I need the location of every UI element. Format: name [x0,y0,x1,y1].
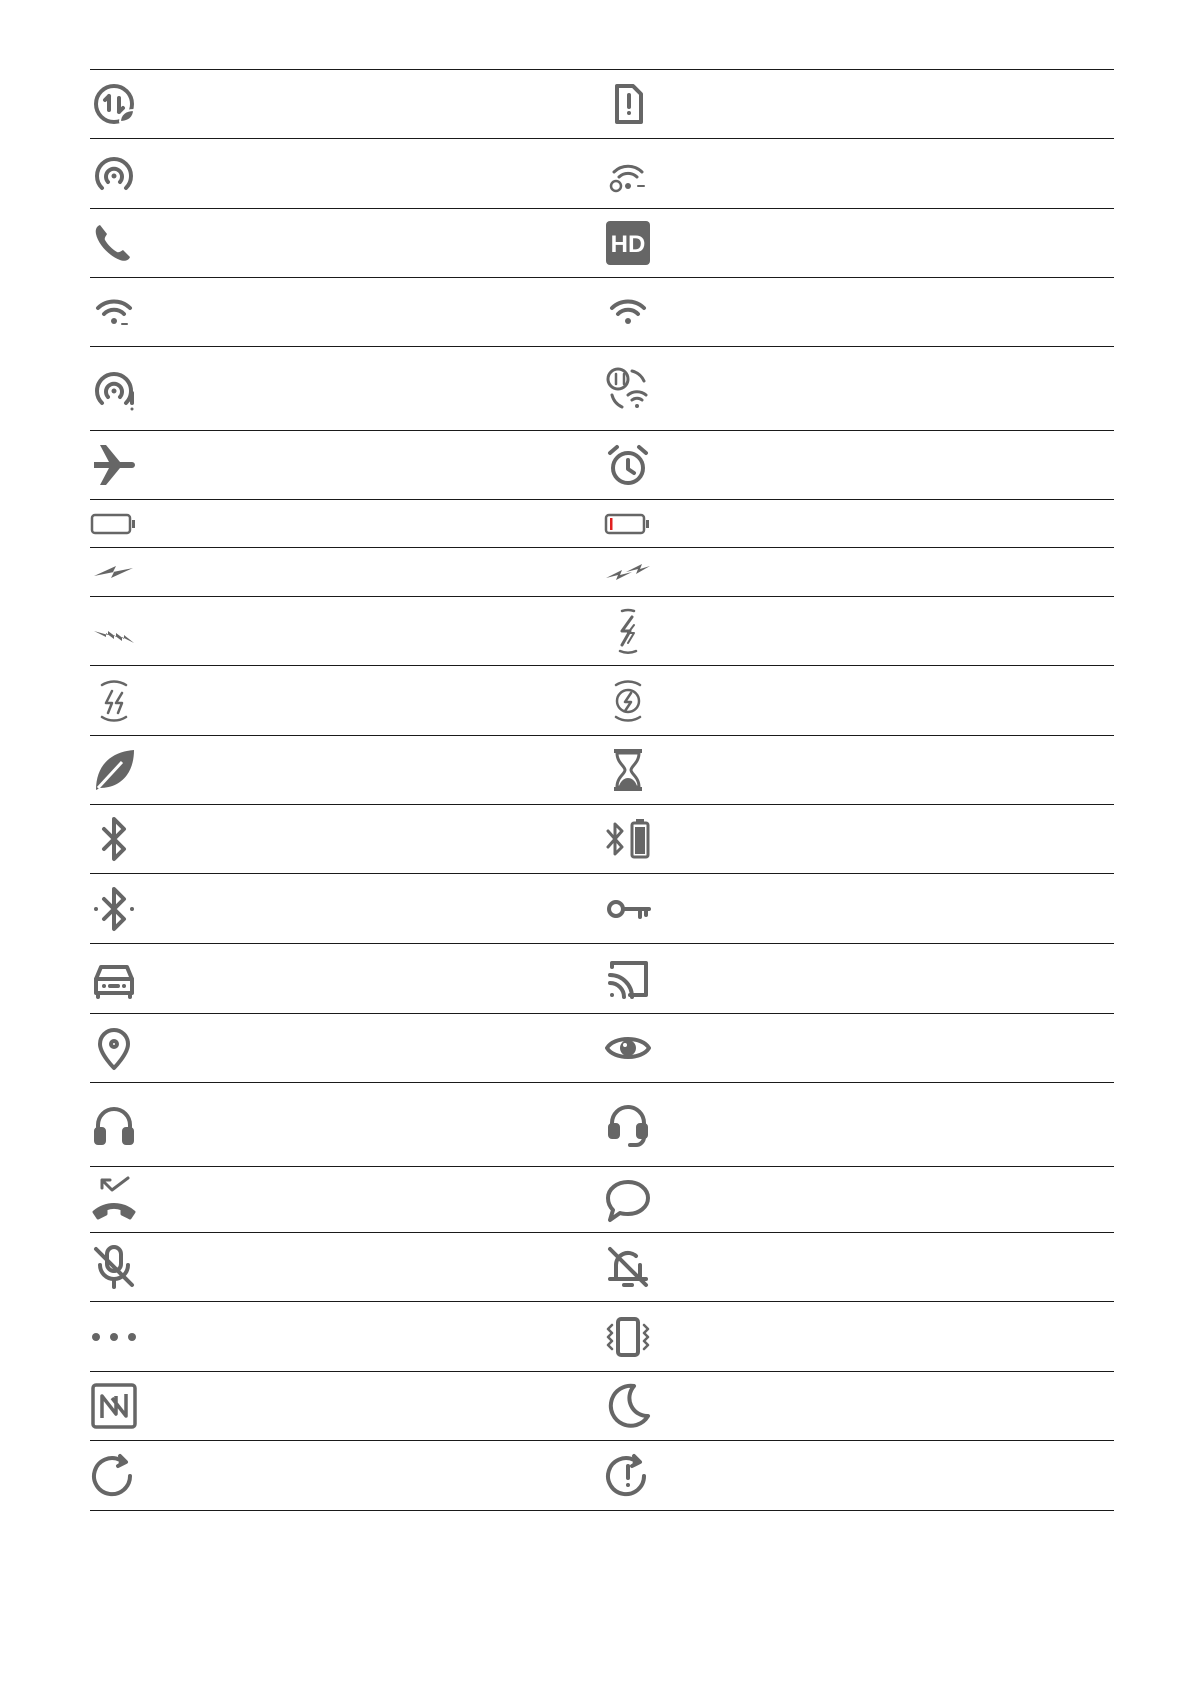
svg-text:HD: HD [610,231,646,258]
right-cell [604,944,668,1013]
nfc-icon [90,1382,138,1430]
table-row [90,431,1114,500]
more-dots-icon [90,1313,138,1361]
left-cell [90,1233,154,1301]
right-cell [604,347,668,430]
table-row [90,666,1114,736]
hourglass-icon [604,746,652,794]
table-row [90,1233,1114,1302]
table-row [90,1014,1114,1083]
left-cell [90,1083,154,1166]
left-cell [90,736,154,804]
left-cell [90,944,154,1013]
left-cell [90,1372,154,1440]
left-cell [90,431,154,499]
table-row [90,944,1114,1014]
message-bubble-icon [604,1176,652,1224]
left-cell [90,666,154,735]
right-cell [604,209,668,277]
right-cell [604,548,668,596]
cast-icon [604,955,652,1003]
page-footer [0,1663,1192,1685]
table-row [90,209,1114,278]
left-cell [90,70,154,138]
right-cell [604,1233,668,1301]
bluetooth-connected-icon [90,885,138,933]
battery-low-icon [604,500,652,548]
phone-call-icon [90,219,138,267]
headset-mic-icon [604,1101,652,1149]
do-not-disturb-moon-icon [604,1382,652,1430]
left-cell [90,1014,154,1082]
right-cell [604,874,668,943]
right-cell [604,139,668,208]
left-cell [90,548,154,596]
battery-empty-icon [90,500,138,548]
table-row [90,736,1114,805]
right-cell [604,70,668,138]
syncing-icon [90,1452,138,1500]
network-switch-icon [604,365,652,413]
hd-voice-icon [604,219,652,267]
table-row [90,1441,1114,1511]
hotspot-disconnected-icon [90,365,138,413]
left-cell [90,278,154,346]
wireless-super-charging-icon [604,607,652,655]
airplane-mode-icon [90,441,138,489]
wifi-icon [604,288,652,336]
missed-call-icon [90,1176,138,1224]
right-cell [604,736,668,804]
table-row [90,1167,1114,1233]
right-cell [604,431,668,499]
table-row [90,548,1114,597]
quick-charging-icon [604,548,652,596]
data-saver-icon [90,80,138,128]
wireless-quick-charging-icon [90,677,138,725]
right-cell [604,597,668,665]
notifications-off-icon [604,1243,652,1291]
left-cell [90,1441,154,1510]
charging-icon [90,548,138,596]
right-cell [604,278,668,346]
right-cell [604,1302,668,1371]
table-row [90,1083,1114,1167]
table-row [90,1372,1114,1441]
right-cell [604,1167,668,1232]
right-cell [604,1372,668,1440]
car-mode-icon [90,955,138,1003]
left-cell [90,1167,154,1232]
table-row [90,1302,1114,1372]
table-row [90,874,1114,944]
left-cell [90,1302,154,1371]
vpn-key-icon [604,885,652,933]
right-cell [604,1441,668,1510]
sync-error-icon [604,1452,652,1500]
right-cell [604,1083,668,1166]
left-cell [90,209,154,277]
status-icon-table [90,69,1114,1511]
table-row [90,347,1114,431]
eye-comfort-icon [604,1024,652,1072]
alarm-icon [604,441,652,489]
power-saving-leaf-icon [90,746,138,794]
right-cell [604,805,668,873]
location-pin-icon [90,1024,138,1072]
table-row [90,500,1114,548]
bluetooth-battery-icon [604,815,652,863]
wifi-6-icon [90,288,138,336]
table-row [90,139,1114,209]
table-row [90,597,1114,666]
vibrate-icon [604,1313,652,1361]
left-cell [90,597,154,665]
bluetooth-icon [90,815,138,863]
left-cell [90,139,154,208]
right-cell [604,500,668,547]
hotspot-icon [90,150,138,198]
left-cell [90,500,154,547]
mic-off-icon [90,1243,138,1291]
table-row [90,278,1114,347]
wifi-hotspot-connected-icon [604,150,652,198]
left-cell [90,805,154,873]
right-cell [604,1014,668,1082]
table-row [90,805,1114,874]
left-cell [90,874,154,943]
sim-card-alert-icon [604,80,652,128]
wireless-charging-icon [604,677,652,725]
left-cell [90,347,154,430]
right-cell [604,666,668,735]
table-row [90,70,1114,139]
headphones-icon [90,1101,138,1149]
super-charging-icon [90,607,138,655]
